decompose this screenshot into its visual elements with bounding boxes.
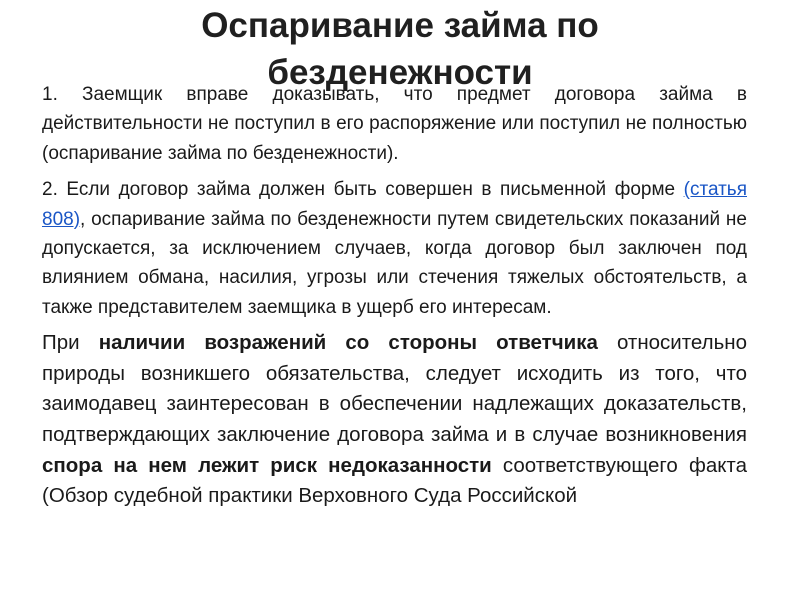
- bold-objections-phrase: наличии возражений со стороны ответчика: [98, 331, 598, 355]
- paragraph-3-text-middle: относительно природы возникшего обязательства, следует исходить из того, что заимодавец заинтересован в обеспечении надлежащих доказательств, подтверждающих заключение договора займа и в случае возникновения: [42, 331, 747, 447]
- paragraph-1: 1. Заемщик вправе доказывать, что предмет договора займа в действительности не поступил в его распоряжение или поступил не полностью (оспаривание займа по безденежности).: [42, 84, 747, 164]
- paragraph-2: [42, 175, 747, 322]
- bold-risk-phrase: спора на нем лежит риск недоказанности: [42, 453, 492, 477]
- slide-title: Оспаривание займа по безденежности: [201, 6, 599, 92]
- article-808-link[interactable]: (статья 808): [42, 179, 747, 230]
- paragraph-2-text-before-link: 2. Если договор займа должен быть совершен в письменной форме: [42, 179, 684, 201]
- paragraph-3-text-start: При: [42, 331, 99, 355]
- slide-body: [42, 80, 747, 512]
- paragraph-3-text-end: соответствующего факта (Обзор судебной практики Верховного Суда Российской: [42, 453, 747, 508]
- paragraph-3: [42, 328, 747, 512]
- paragraph-2-text-after-link: , оспаривание займа по безденежности путем свидетельских показаний не допускается, за исключением случаев, когда договор был заключен под влиянием обмана, насилия, угрозы или стечения тяжелых обстоятельств, а также представителем заемщика в ущерб его интересам.: [42, 208, 747, 318]
